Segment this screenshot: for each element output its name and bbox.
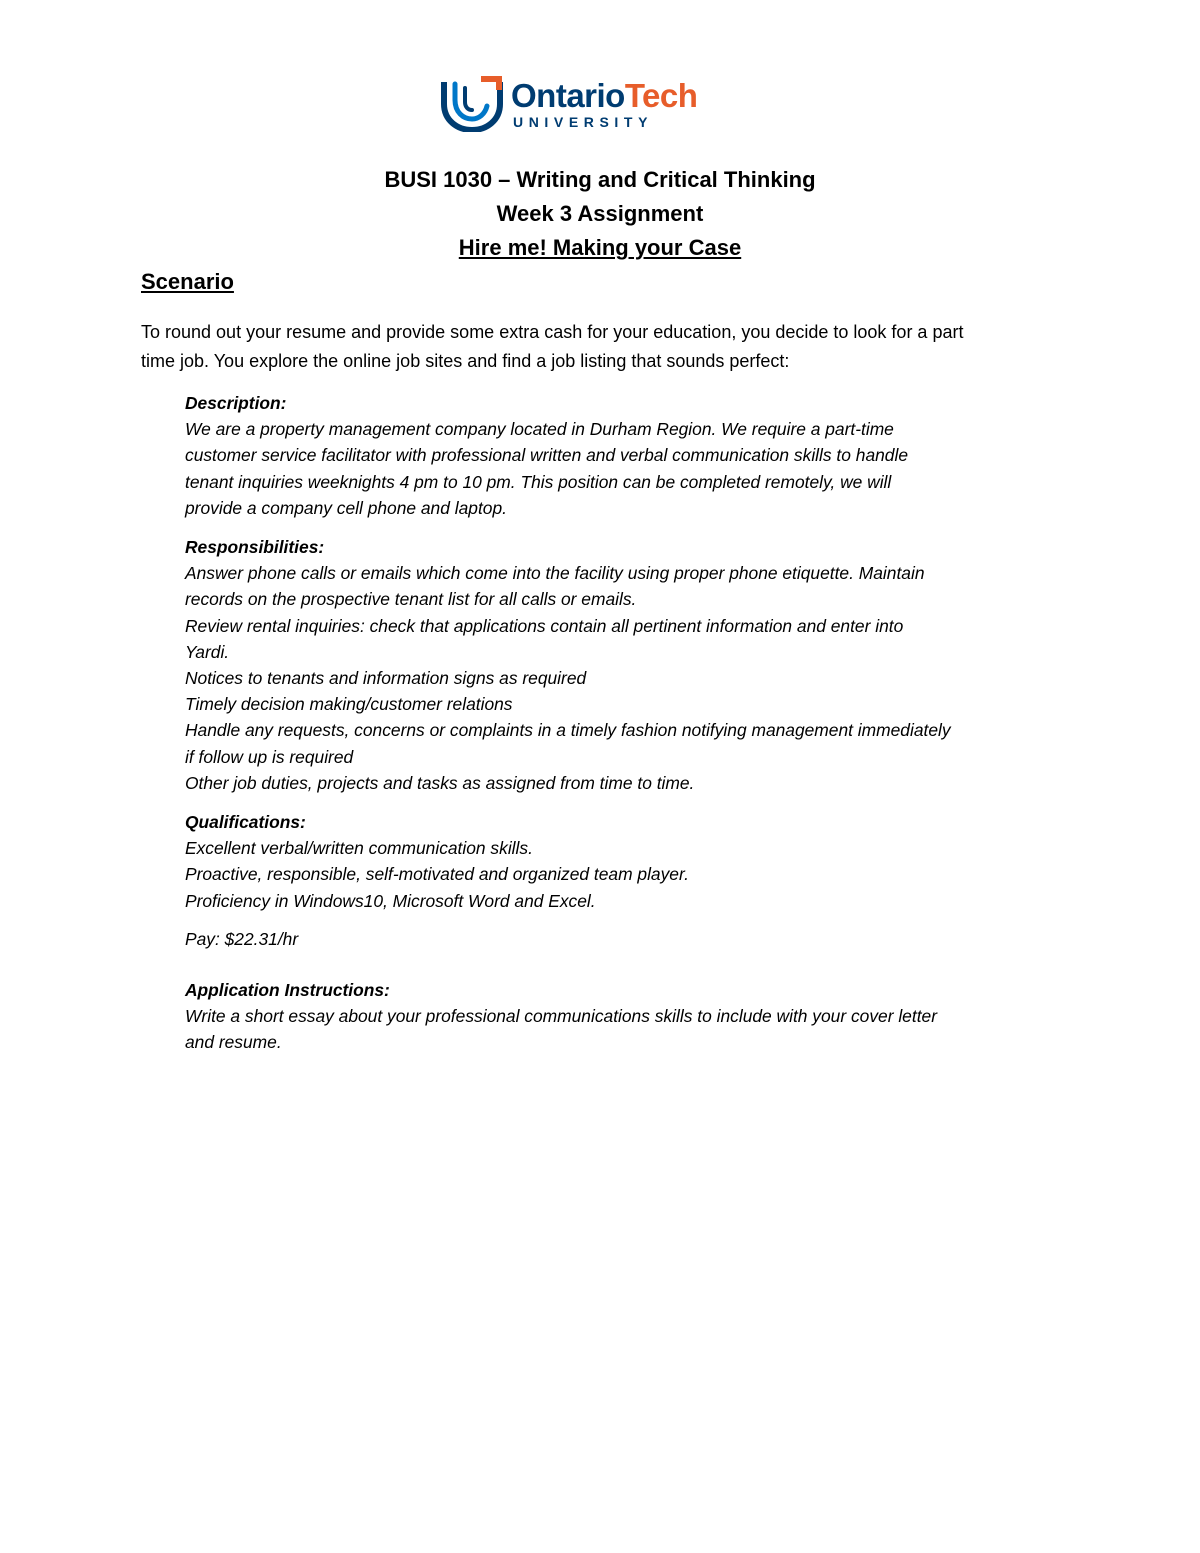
intro-line: To round out your resume and provide some extra cash for your education, you decide to look for a part <box>141 322 964 342</box>
responsibilities-label: Responsibilities: <box>185 537 325 557</box>
logo-subtitle: UNIVERSITY <box>513 114 654 130</box>
assignment-title: Week 3 Assignment <box>496 201 704 226</box>
qualification-line: Excellent verbal/written communication skills. <box>185 838 533 859</box>
description-line: We are a property management company located in Durham Region. We require a part-time <box>185 419 894 440</box>
qualification-line: Proficiency in Windows10, Microsoft Word and Excel. <box>185 890 596 911</box>
logo-brand-ontario: Ontario <box>511 77 625 114</box>
description-line: provide a company cell phone and laptop. <box>185 497 507 518</box>
application-label: Application Instructions: <box>185 980 390 1000</box>
responsibility-line: if follow up is required <box>185 746 354 767</box>
logo-brand-tech: Tech <box>624 77 698 114</box>
course-title: BUSI 1030 – Writing and Critical Thinking <box>384 167 816 192</box>
responsibility-line: Review rental inquiries: check that applications contain all pertinent information and enter into <box>185 615 904 636</box>
assignment-subtitle: Hire me! Making your Case <box>458 235 742 260</box>
responsibility-line: Yardi. <box>185 641 230 662</box>
scenario-intro <box>141 318 1061 376</box>
job-responsibilities <box>185 534 1065 796</box>
responsibility-line: Handle any requests, concerns or complaints in a timely fashion notifying management immediately <box>185 720 951 741</box>
qualifications-label: Qualifications: <box>185 812 306 832</box>
intro-line: time job. You explore the online job sites and find a job listing that sounds perfect: <box>141 351 790 371</box>
qualification-line: Proactive, responsible, self-motivated and organized team player. <box>185 864 689 885</box>
job-pay <box>185 926 1065 952</box>
description-line: tenant inquiries weeknights 4 pm to 10 pm. This position can be completed remotely, we will <box>185 471 892 492</box>
scenario-heading: Scenario <box>141 269 234 294</box>
responsibility-line: Notices to tenants and information signs as required <box>185 668 587 689</box>
responsibility-line: Other job duties, projects and tasks as assigned from time to time. <box>185 772 695 793</box>
application-line: and resume. <box>185 1032 282 1053</box>
application-instructions <box>185 977 1065 1056</box>
job-description <box>185 390 1065 521</box>
ontario-tech-shield-icon <box>441 76 503 132</box>
responsibility-line: Answer phone calls or emails which come into the facility using proper phone etiquette. Maintain <box>185 563 925 584</box>
application-line: Write a short essay about your professional communications skills to include with your cover letter <box>185 1006 937 1027</box>
responsibility-line: Timely decision making/customer relations <box>185 694 513 715</box>
logo-wordmark <box>511 76 697 116</box>
job-qualifications <box>185 809 1065 914</box>
description-label: Description: <box>185 393 287 413</box>
pay-text: Pay: $22.31/hr <box>185 929 299 949</box>
university-logo <box>441 76 761 134</box>
responsibility-line: records on the prospective tenant list for all calls or emails. <box>185 589 637 610</box>
description-line: customer service facilitator with professional written and verbal communication skills to handle <box>185 445 908 466</box>
